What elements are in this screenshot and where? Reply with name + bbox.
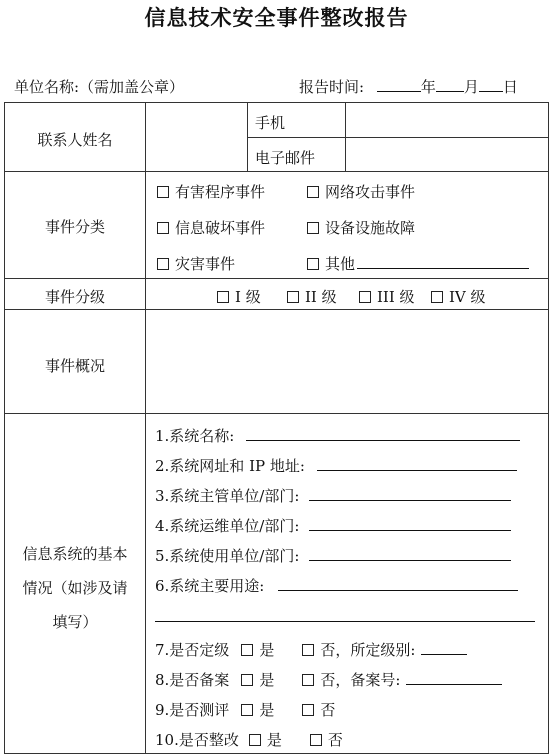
system-label-line: 填写） xyxy=(52,613,98,631)
report-time xyxy=(299,76,518,97)
year-label: 年 xyxy=(420,78,436,96)
contact-name-field[interactable] xyxy=(155,109,243,165)
day-label: 日 xyxy=(502,78,518,96)
row-divider xyxy=(5,171,548,172)
category-option[interactable]: 网络攻击事件 xyxy=(307,181,415,202)
page-title: 信息技术安全事件整改报告 xyxy=(144,5,409,30)
level-option[interactable]: IV 级 xyxy=(431,286,486,307)
category-option-other[interactable]: 其他 xyxy=(307,253,529,274)
system-owner-blank[interactable] xyxy=(309,486,511,501)
checkbox[interactable] xyxy=(157,186,169,198)
col-divider xyxy=(345,103,346,171)
contact-name-label: 联系人姓名 xyxy=(37,131,113,149)
category-option[interactable]: 设备设施故障 xyxy=(307,217,415,238)
system-user-blank[interactable] xyxy=(309,546,511,561)
filing-number-blank[interactable] xyxy=(406,670,502,685)
system-purpose-blank-2[interactable] xyxy=(155,607,535,626)
summary-field[interactable] xyxy=(155,317,543,405)
checkbox[interactable] xyxy=(302,644,314,656)
level-option[interactable]: II 级 xyxy=(287,286,337,307)
system-item: 3.系统主管单位/部门: xyxy=(155,485,511,506)
grade-blank[interactable] xyxy=(421,640,467,655)
other-blank[interactable] xyxy=(357,254,529,269)
checkbox[interactable] xyxy=(241,704,253,716)
phone-field[interactable] xyxy=(351,107,543,133)
report-time-label: 报告时间: xyxy=(299,78,365,96)
unit-name-label: 单位名称:（需加盖公章） xyxy=(14,78,185,96)
email-field[interactable] xyxy=(351,141,543,167)
row-divider xyxy=(247,137,549,138)
system-ops-blank[interactable] xyxy=(309,516,511,531)
level-option[interactable]: III 级 xyxy=(359,286,415,307)
checkbox[interactable] xyxy=(302,704,314,716)
checkbox[interactable] xyxy=(241,644,253,656)
q-tested: 9.是否测评 是 否 xyxy=(155,701,336,719)
checkbox[interactable] xyxy=(307,186,319,198)
checkbox[interactable] xyxy=(157,222,169,234)
month-label: 月 xyxy=(463,78,479,96)
category-option[interactable]: 信息破坏事件 xyxy=(157,217,265,238)
checkbox[interactable] xyxy=(359,291,371,303)
level-option[interactable]: I 级 xyxy=(217,286,261,307)
system-item: 1.系统名称: xyxy=(155,425,520,446)
checkbox[interactable] xyxy=(249,734,261,746)
phone-label: 手机 xyxy=(255,114,286,132)
system-purpose-blank[interactable] xyxy=(278,576,518,591)
checkbox[interactable] xyxy=(157,258,169,270)
checkbox[interactable] xyxy=(217,291,229,303)
checkbox[interactable] xyxy=(287,291,299,303)
system-url-blank[interactable] xyxy=(317,456,517,471)
day-blank[interactable] xyxy=(479,77,503,92)
col-divider xyxy=(247,103,248,171)
checkbox[interactable] xyxy=(307,258,319,270)
report-table xyxy=(4,102,549,754)
system-label-line: 情况（如涉及请 xyxy=(22,579,128,597)
email-label: 电子邮件 xyxy=(255,149,316,167)
checkbox[interactable] xyxy=(431,291,443,303)
category-option[interactable]: 有害程序事件 xyxy=(157,181,265,202)
row-divider xyxy=(5,413,548,414)
q-rectified: 10.是否整改 是 否 xyxy=(155,731,343,749)
checkbox[interactable] xyxy=(302,674,314,686)
q-filed: 8.是否备案 是 否，备案号: xyxy=(155,669,502,690)
category-label: 事件分类 xyxy=(44,218,105,236)
system-label-line: 信息系统的基本 xyxy=(22,545,128,563)
level-label: 事件分级 xyxy=(44,288,105,306)
system-item: 2.系统网址和 IP 地址: xyxy=(155,455,517,476)
system-name-blank[interactable] xyxy=(246,426,520,441)
row-divider xyxy=(5,278,548,279)
checkbox[interactable] xyxy=(310,734,322,746)
checkbox[interactable] xyxy=(241,674,253,686)
row-divider xyxy=(5,309,548,310)
category-option[interactable]: 灾害事件 xyxy=(157,253,235,274)
checkbox[interactable] xyxy=(307,222,319,234)
col-divider xyxy=(145,103,146,753)
q-graded: 7.是否定级 是 否，所定级别: xyxy=(155,639,467,660)
summary-label: 事件概况 xyxy=(44,357,105,375)
month-blank[interactable] xyxy=(436,77,464,92)
system-item: 6.系统主要用途: xyxy=(155,575,518,596)
year-blank[interactable] xyxy=(377,77,421,92)
system-item: 4.系统运维单位/部门: xyxy=(155,515,511,536)
system-item: 5.系统使用单位/部门: xyxy=(155,545,511,566)
